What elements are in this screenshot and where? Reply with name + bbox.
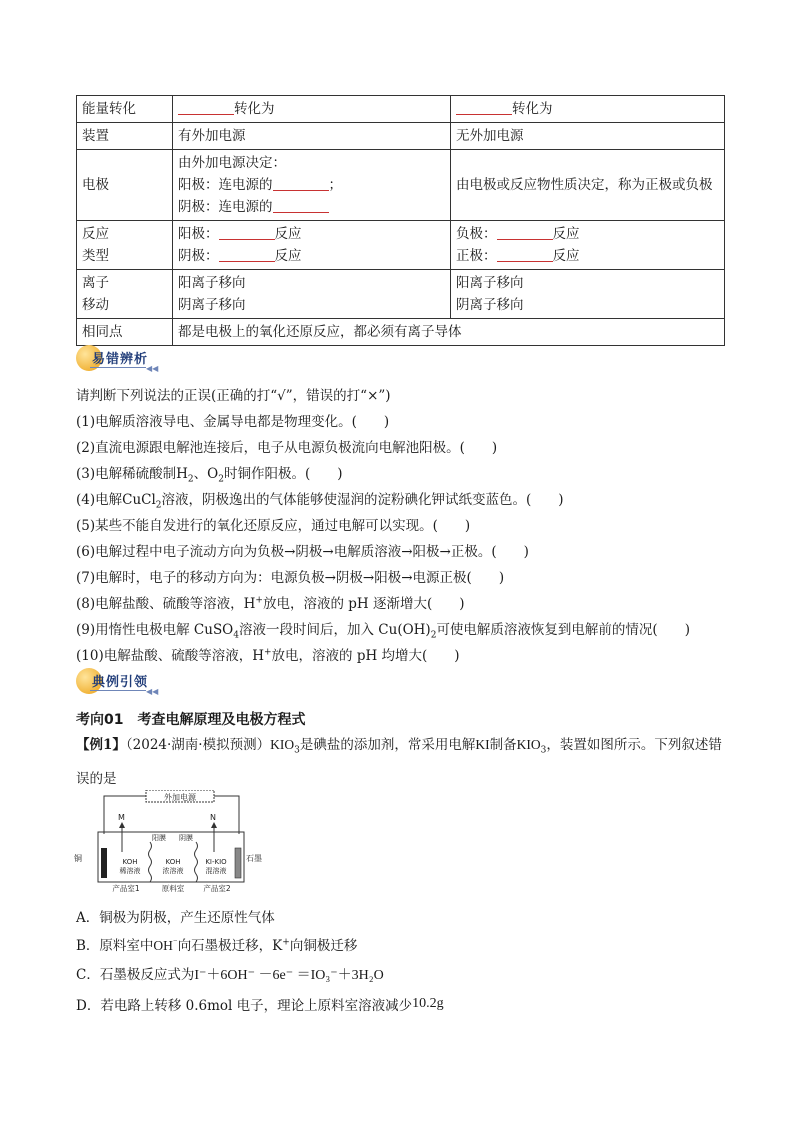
text: 溶液一段时间后，加入 Cu(OH) xyxy=(239,622,431,638)
chamber2-solute: KOH xyxy=(165,858,181,866)
option-d[interactable] xyxy=(76,994,444,1014)
badge-tick-icon: ◀◀ xyxy=(146,364,159,373)
cell-text: 反应 xyxy=(82,226,109,242)
subscript: 2 xyxy=(155,500,162,511)
text: 向铜极迁移 xyxy=(289,938,358,954)
option-c[interactable] xyxy=(76,963,384,984)
cell-text: 阳离子移向 xyxy=(456,275,524,291)
row-head: 相同点 xyxy=(77,319,173,346)
badge-label: 易错辨析 xyxy=(92,352,149,367)
arrow-head-icon xyxy=(119,822,125,828)
subscript: 2 xyxy=(187,474,194,485)
n-label: N xyxy=(210,813,216,822)
cell-text: 阴极：连电源的 xyxy=(178,199,273,215)
membrane-1 xyxy=(149,842,152,882)
table-cell: 有外加电源 xyxy=(173,123,451,150)
statement-5: (5)某些不能自发进行的氧化还原反应，通过电解可以实现。( ) xyxy=(76,518,471,534)
chamber2-conc: 浓溶液 xyxy=(162,867,184,875)
judge-intro: 请判断下列说法的正误(正确的打“√”，错误的打“×”) xyxy=(76,388,391,404)
answer-blank[interactable] xyxy=(456,100,512,115)
cell-text: 转化为 xyxy=(512,101,553,117)
cell-text: 移动 xyxy=(82,297,109,313)
cell-text: 反应 xyxy=(274,248,302,264)
option-b[interactable] xyxy=(76,934,357,954)
copper-electrode xyxy=(101,848,107,878)
row-head: 装置 xyxy=(77,123,173,150)
cell-text: 类型 xyxy=(82,248,109,264)
wire-left xyxy=(104,796,146,834)
table-row xyxy=(77,123,725,150)
graphite-electrode xyxy=(235,848,241,878)
electrolysis-vs-cell-table xyxy=(76,95,725,346)
cell-text: 离子 xyxy=(82,275,109,291)
chamber3-solute: KI-KIO xyxy=(205,858,227,866)
cell-text: 负极： xyxy=(456,226,497,242)
table-row xyxy=(77,319,725,346)
room2-label: 产品室2 xyxy=(203,884,231,893)
row-head: 能量转化 xyxy=(77,96,173,123)
statement-10 xyxy=(76,644,460,664)
statement-2: (2)直流电源跟电解池连接后，电子从电源负极流向电解池阳极。( ) xyxy=(76,440,498,456)
answer-blank[interactable] xyxy=(497,247,553,262)
table-row xyxy=(77,221,725,270)
superscript: + xyxy=(282,937,290,948)
section-badge-examples xyxy=(76,668,158,694)
formula: OH xyxy=(153,938,173,953)
statement-4 xyxy=(76,488,564,511)
formula: KIO xyxy=(270,737,295,752)
text: (10)电解盐酸、硫酸等溶液，H xyxy=(76,648,264,664)
text: 溶液，阴极逸出的气体能够使湿润的淀粉碘化钾试纸变蓝色。( ) xyxy=(161,492,564,508)
table-cell xyxy=(173,221,451,270)
chamber1-conc: 稀溶液 xyxy=(119,867,141,875)
section-heading: 考向01 考查电解原理及电极方程式 xyxy=(76,712,306,728)
cell-text: 正极： xyxy=(456,248,497,264)
badge-underline xyxy=(90,690,146,691)
chamber3-conc: 混溶液 xyxy=(205,867,227,875)
anion-membrane-label: 阴膜 xyxy=(179,834,193,842)
table-row xyxy=(77,150,725,221)
electrolysis-apparatus-diagram xyxy=(74,790,274,894)
table-cell: 由电极或反应物性质决定，称为正极或负极 xyxy=(451,150,725,221)
cell-text: 阴极： xyxy=(178,248,219,264)
text: (3)电解稀硫酸制H xyxy=(76,466,188,482)
text: 是碘盐的添加剂，常采用电解 xyxy=(299,737,476,753)
wire-right xyxy=(214,796,239,834)
section-badge-errors xyxy=(76,345,158,371)
text: ，装置如图所示。下列叙述错误的是 xyxy=(76,737,722,787)
cation-membrane-label: 阳膜 xyxy=(152,834,166,842)
table-row xyxy=(77,96,725,123)
row-head xyxy=(77,270,173,319)
answer-blank[interactable] xyxy=(178,100,234,115)
text: (4)电解CuCl xyxy=(76,492,156,508)
room1-label: 产品室1 xyxy=(112,884,140,893)
subscript: 2 xyxy=(218,474,224,485)
statement-3 xyxy=(76,462,343,485)
answer-blank[interactable] xyxy=(219,247,275,262)
cell-text: 阳离子移向 xyxy=(178,275,246,291)
table-cell xyxy=(173,150,451,221)
row-head: 电极 xyxy=(77,150,173,221)
table-cell xyxy=(173,96,451,123)
text: B．原料室中 xyxy=(76,938,154,954)
m-label: M xyxy=(118,813,125,822)
text: 制备 xyxy=(489,737,517,753)
arrow-head-icon xyxy=(211,822,217,828)
row-head xyxy=(77,221,173,270)
text: C．石墨极反应式为 xyxy=(76,967,195,983)
statement-6: (6)电解过程中电子流动方向为负极→阴极→电解质溶液→阳极→正极。( ) xyxy=(76,544,529,560)
text: (9)用惰性电极电解 CuSO xyxy=(76,622,234,638)
text: 放电，溶液的 pH 逐渐增大( ) xyxy=(262,596,465,612)
text: 、O xyxy=(193,466,219,482)
subscript: 3 xyxy=(540,745,547,756)
superscript: + xyxy=(255,595,263,606)
equation: I⁻＋6OH⁻ －6e⁻ ＝IO₃⁻＋3H₂O xyxy=(194,968,384,983)
table-cell xyxy=(451,270,725,319)
badge-tick-icon: ◀◀ xyxy=(146,687,159,696)
example-1-stem xyxy=(76,731,726,793)
copper-label: 铜 xyxy=(74,854,82,863)
subscript: 3 xyxy=(294,745,300,756)
value: 10.2g xyxy=(412,996,444,1011)
table-cell xyxy=(173,270,451,319)
cell-text: 反应 xyxy=(274,226,302,242)
subscript: 4 xyxy=(233,630,239,641)
table-cell: 都是电极上的氧化还原反应，都必须有离子导体 xyxy=(173,319,725,346)
table-cell xyxy=(451,221,725,270)
power-label: 外加电源 xyxy=(164,793,196,802)
answer-blank[interactable] xyxy=(219,225,275,240)
badge-underline xyxy=(90,367,146,368)
cell-text: 反应 xyxy=(552,248,580,264)
cell-text: 阳极： xyxy=(178,226,219,242)
statement-1: (1)电解质溶液导电、金属导电都是物理变化。( ) xyxy=(76,414,390,430)
text: 向石墨极迁移，K xyxy=(177,938,283,954)
cell-text: 阴离子移向 xyxy=(456,297,524,313)
superscript: + xyxy=(264,647,272,658)
chamber1-solute: KOH xyxy=(122,858,138,866)
cell-text: 阴离子移向 xyxy=(178,297,246,313)
option-a[interactable]: A．铜极为阴极，产生还原性气体 xyxy=(76,910,275,926)
subscript: 2 xyxy=(430,630,437,641)
table-row xyxy=(77,270,725,319)
cell-text: 阳极：连电源的 xyxy=(178,177,273,193)
text: (8)电解盐酸、硫酸等溶液，H xyxy=(76,596,256,612)
graphite-label: 石墨 xyxy=(246,854,262,863)
example-source: （2024·湖南·模拟预测） xyxy=(125,737,271,753)
text: 可使电解质溶液恢复到电解前的情况( ) xyxy=(436,622,690,638)
statement-8 xyxy=(76,592,464,612)
formula: KI xyxy=(475,737,490,752)
answer-blank[interactable] xyxy=(273,198,329,213)
text: D．若电路上转移 0.6mol 电子，理论上原料室溶液减少 xyxy=(76,998,413,1014)
cell-text: ； xyxy=(328,177,342,193)
membrane-2 xyxy=(195,842,198,882)
formula: KIO xyxy=(516,737,541,752)
text: 时铜作阳极。( ) xyxy=(223,466,343,482)
badge-label: 典例引领 xyxy=(92,675,149,690)
answer-blank[interactable] xyxy=(497,225,553,240)
text: 放电，溶液的 pH 均增大( ) xyxy=(271,648,460,664)
answer-blank[interactable] xyxy=(273,176,329,191)
table-cell: 无外加电源 xyxy=(451,123,725,150)
statement-7: (7)电解时，电子的移动方向为：电源负极→阴极→阳极→电源正极( ) xyxy=(76,570,505,586)
cell-text: 转化为 xyxy=(234,101,275,117)
example-tag: 【例1】 xyxy=(76,737,126,753)
cell-text: 反应 xyxy=(552,226,580,242)
raw-room-label: 原料室 xyxy=(161,884,185,893)
superscript: ⁻ xyxy=(172,937,178,948)
table-cell xyxy=(451,96,725,123)
statement-9 xyxy=(76,618,690,641)
cell-text: 由外加电源决定： xyxy=(178,155,286,171)
